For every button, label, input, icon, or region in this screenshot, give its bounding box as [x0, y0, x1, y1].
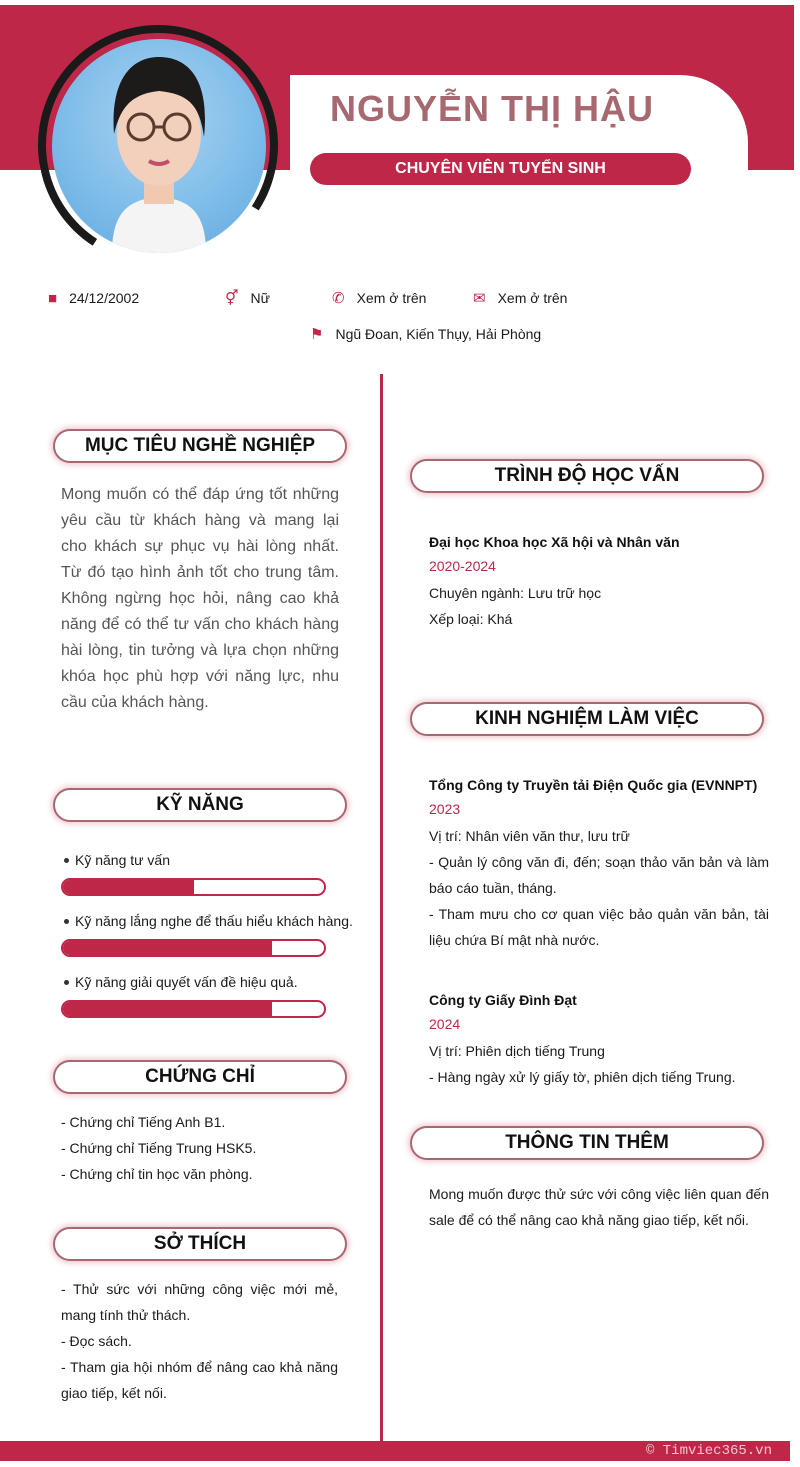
skill-item — [61, 974, 298, 990]
extra-info-heading: THÔNG TIN THÊM — [410, 1126, 764, 1160]
job-year: 2023 — [429, 801, 461, 817]
skill-item — [61, 913, 353, 929]
skills-heading: KỸ NĂNG — [53, 788, 347, 822]
bullet-icon — [64, 858, 69, 863]
school-name: Đại học Khoa học Xã hội và Nhân văn — [429, 534, 680, 550]
mail-icon: ✉ — [473, 289, 486, 307]
hobbies-list — [61, 1276, 338, 1406]
list-item: - Đọc sách. — [61, 1333, 132, 1349]
birthday-item — [48, 290, 139, 306]
gender-text: Nữ — [250, 290, 271, 306]
candidate-name: NGUYỄN THỊ HẬU — [330, 88, 655, 129]
skill-label: Kỹ năng lắng nghe để thấu hiểu khách hàng. — [75, 913, 353, 929]
address-item — [310, 326, 541, 342]
gender-item — [225, 290, 270, 306]
hobbies-heading: SỞ THÍCH — [53, 1227, 347, 1261]
job-detail: - Quản lý công văn đi, đến; soạn thảo văn bản và làm báo cáo tuần, tháng. — [429, 854, 769, 896]
list-item: - Chứng chỉ tin học văn phòng. — [61, 1166, 253, 1182]
certificates-list — [61, 1109, 341, 1187]
address-text: Ngũ Đoan, Kiến Thụy, Hải Phòng — [335, 326, 542, 342]
skill-level-fill — [63, 941, 272, 955]
cake-icon: ■ — [48, 289, 58, 307]
avatar — [52, 39, 266, 253]
job-detail: - Tham mưu cho cơ quan việc bảo quản văn bản, tài liệu chứa Bí mật nhà nước. — [429, 906, 769, 948]
experience-entry — [429, 991, 769, 1090]
experience-entry — [429, 776, 769, 953]
email-text: Xem ở trên — [497, 290, 568, 306]
skill-level-bar — [61, 1000, 326, 1018]
job-position: Vị trí: Nhân viên văn thư, lưu trữ — [429, 828, 630, 844]
column-divider — [380, 374, 383, 1442]
skill-label: Kỹ năng giải quyết vấn đề hiệu quả. — [75, 974, 298, 990]
phone-text: Xem ở trên — [356, 290, 427, 306]
job-detail: - Hàng ngày xử lý giấy tờ, phiên dịch tiếng Trung. — [429, 1069, 736, 1085]
bullet-icon — [64, 980, 69, 985]
education-heading: TRÌNH ĐỘ HỌC VẤN — [410, 459, 764, 493]
certificates-heading: CHỨNG CHỈ — [53, 1060, 347, 1094]
list-item: - Thử sức với những công việc mới mẻ, mang tính thử thách. — [61, 1281, 338, 1323]
birthday-text: 24/12/2002 — [69, 290, 140, 306]
gender-icon: ⚥ — [225, 289, 239, 307]
extra-info-text: Mong muốn được thử sức với công việc liên quan đến sale để có thể nâng cao khả năng giao tiếp, kết nối. — [429, 1186, 769, 1228]
list-item: - Chứng chỉ Tiếng Anh B1. — [61, 1114, 226, 1130]
footer-watermark: © Timviec365.vn — [645, 1443, 772, 1459]
job-position: Vị trí: Phiên dịch tiếng Trung — [429, 1043, 605, 1059]
experience-heading: KINH NGHIỆM LÀM VIỆC — [410, 702, 764, 736]
skill-level-fill — [63, 1002, 272, 1016]
education-years: 2020-2024 — [429, 558, 496, 574]
objective-heading: MỤC TIÊU NGHỀ NGHIỆP — [53, 429, 347, 463]
job-title-badge: CHUYÊN VIÊN TUYỂN SINH — [310, 153, 691, 185]
list-item: - Chứng chỉ Tiếng Trung HSK5. — [61, 1140, 257, 1156]
education-grade: Xếp loại: Khá — [429, 611, 513, 627]
avatar-portrait — [52, 39, 266, 253]
skill-label: Kỹ năng tư vấn — [75, 852, 170, 868]
company-name: Tổng Công ty Truyền tải Điện Quốc gia (EVNNPT) — [429, 777, 758, 793]
email-item — [473, 290, 567, 306]
education-entry — [429, 533, 769, 632]
skill-level-fill — [63, 880, 194, 894]
education-major: Chuyên ngành: Lưu trữ học — [429, 585, 602, 601]
list-item: - Tham gia hội nhóm để nâng cao khả năng giao tiếp, kết nối. — [61, 1359, 338, 1401]
map-pin-icon: ⚑ — [310, 325, 324, 343]
company-name: Công ty Giấy Đình Đạt — [429, 992, 577, 1008]
objective-text: Mong muốn có thể đáp ứng tốt những yêu cầu từ khách hàng và mang lại cho khách sự phục vụ hài lòng nhất. Từ đó tạo hình ảnh tốt cho trung tâm. Không ngừng học hỏi, nâng cao khả năng để có thể tư vấn cho khách hàng hài lòng, tin tưởng và lựa chọn những khóa học phù hợp với năng lực, nhu cầu của khách hàng. — [61, 486, 339, 711]
skill-item — [61, 852, 170, 868]
phone-icon: ✆ — [332, 289, 345, 307]
skill-level-bar — [61, 878, 326, 896]
job-year: 2024 — [429, 1016, 461, 1032]
skill-level-bar — [61, 939, 326, 957]
bullet-icon — [64, 919, 69, 924]
phone-item — [332, 290, 426, 306]
